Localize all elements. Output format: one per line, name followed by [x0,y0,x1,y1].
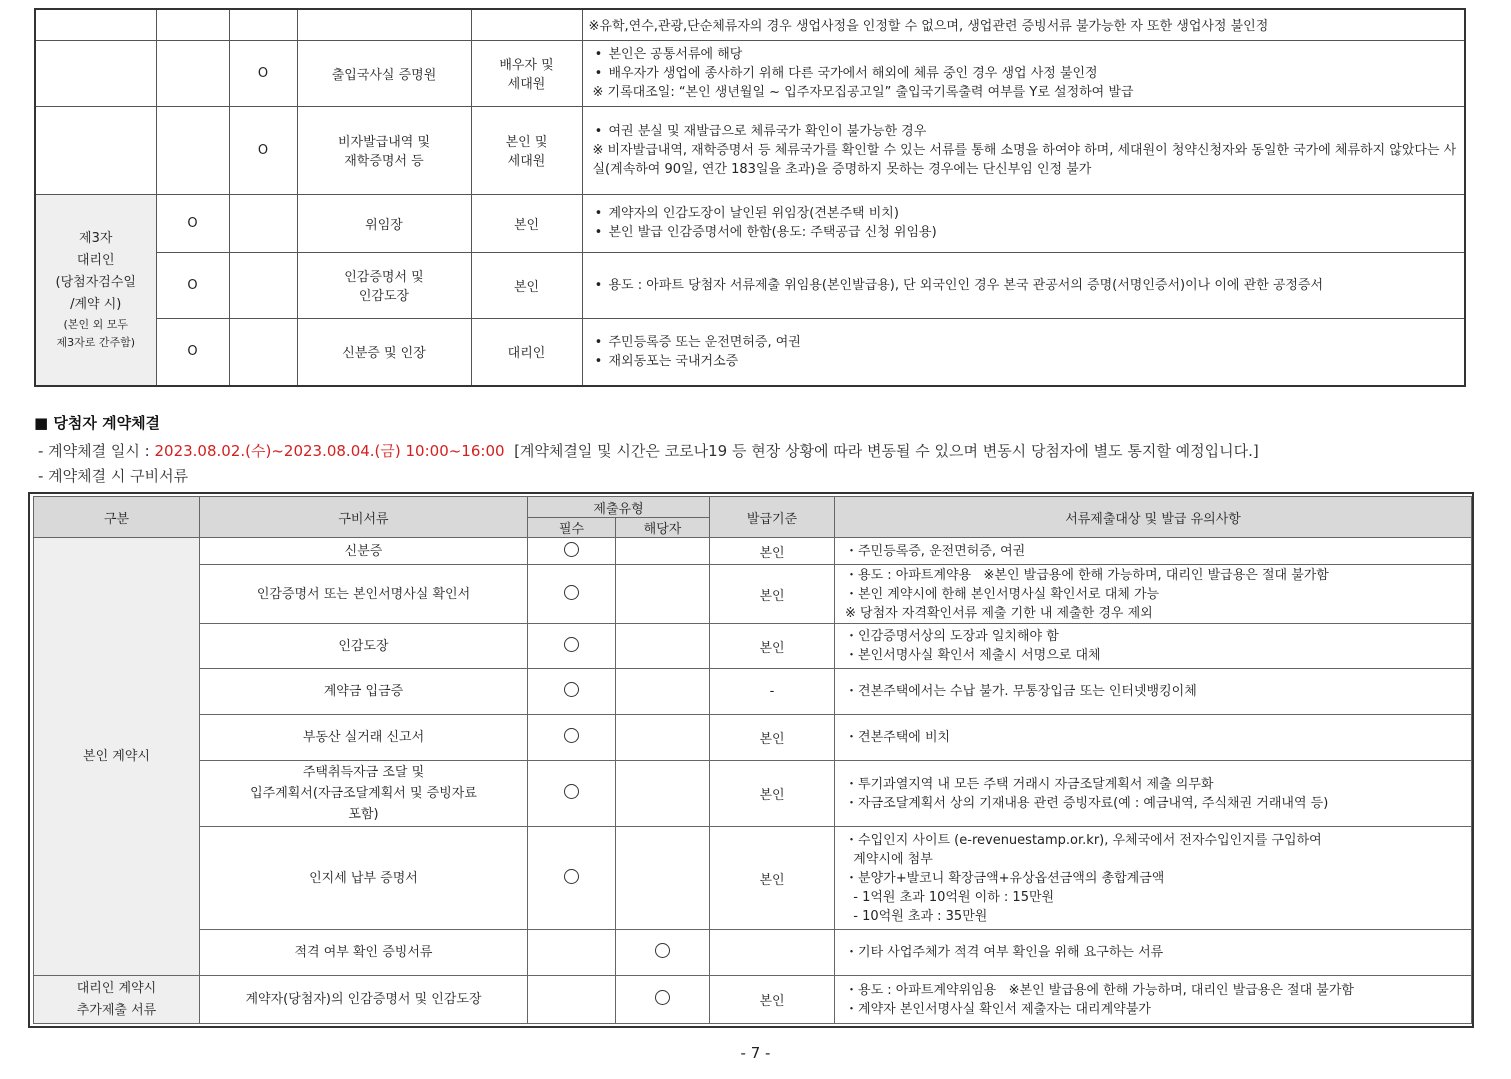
issuer-cell: 본인 [710,827,835,930]
notes-cell [835,624,1472,669]
notes-cell [835,976,1472,1024]
note-line: ・기타 사업주체가 적격 여부 확인을 위해 요구하는 서류 [845,945,1164,960]
issuer-cell: 본인 [471,252,582,318]
circle-mark-icon [655,943,670,958]
header-issuer: 발급기준 [710,497,835,538]
table-row [34,761,1472,827]
contract-docs-table [33,496,1472,1024]
table-row [34,976,1472,1024]
mark-cell: O [156,194,229,252]
required-cell [528,761,616,827]
note-line: • 본인 발급 인감증명서에 한함(용도: 주택공급 신청 위임용) [589,223,1459,242]
notes-cell [582,194,1465,252]
table-row [34,715,1472,761]
group-cell: 본인 계약시 [34,538,200,976]
circle-mark-icon [564,728,579,743]
group-label: 제3자 대리인 (당첨자검수일 /계약 시) [55,230,136,312]
doc-cell: 인감도장 [200,624,528,669]
group-cell-third-party [35,194,156,386]
note-line: ・본인 계약시에 한해 본인서명사실 확인서로 대체 가능 [845,586,1160,602]
note-line: • 배우자가 생업에 종사하기 위해 다른 국가에서 해외에 체류 중인 경우 생업 사정 불인정 [589,64,1459,83]
applicable-cell [616,565,710,624]
notes-cell [835,930,1472,976]
note-line: • 용도 : 아파트 당첨자 서류제출 위임용(본인발급용), 단 외국인인 경우 본국 관공서의 증명(서명인증서)이나 이에 관한 공정증서 [589,276,1459,295]
table-row [35,252,1465,318]
contract-date-value: 2023.08.02.(수)~2023.08.04.(금) 10:00~16:00 [154,442,505,460]
required-cell [528,565,616,624]
notes-cell [835,565,1472,624]
note-line: ・본인서명사실 확인서 제출시 서명으로 대체 [845,648,1101,663]
required-cell [528,827,616,930]
required-docs-line: - 계약체결 시 구비서류 [38,467,189,485]
notes-cell [835,761,1472,827]
applicable-cell [616,715,710,761]
required-cell [528,669,616,715]
doc-cell: 인감증명서 또는 본인서명사실 확인서 [200,565,528,624]
mark-cell: O [229,106,297,194]
page-number: - 7 - [740,1044,771,1062]
doc-cell: 출입국사실 증명원 [297,40,471,106]
issuer-cell: 본인 [710,715,835,761]
required-cell [528,538,616,565]
required-cell [528,976,616,1024]
circle-mark-icon [564,869,579,884]
required-cell [528,715,616,761]
issuer-cell: 본인 [710,976,835,1024]
note-line: ・견본주택에 비치 [845,730,951,745]
applicable-cell [616,930,710,976]
header-required: 필수 [528,518,616,538]
issuer-cell [710,930,835,976]
note-line: ・계약자 본인서명사실 확인서 제출자는 대리계약불가 [845,1001,1151,1017]
notes-cell [582,318,1465,386]
table-row [35,106,1465,194]
applicable-cell [616,761,710,827]
notes-cell [835,669,1472,715]
issuer-cell: 본인 [710,565,835,624]
circle-mark-icon [564,637,579,652]
issuer-cell: 본인 [710,761,835,827]
contract-date-line [38,440,1259,461]
table-row [34,930,1472,976]
applicable-cell [616,624,710,669]
circle-mark-icon [564,682,579,697]
doc-cell: 비자발급내역 및 재학증명서 등 [297,106,471,194]
note-line: ・용도 : 아파트계약용 ※본인 발급용에 한해 가능하며, 대리인 발급용은 절대 불가함 [845,567,1329,583]
note-line: - 1억원 초과 10억원 이하 : 15만원 [845,889,1055,905]
doc-cell: 신분증 [200,538,528,565]
notes-cell [582,40,1465,106]
note-line: ・수입인지 사이트 (e-revenuestamp.or.kr), 우체국에서 전자수입인지를 구입하여 [845,832,1322,848]
note-line: ・견본주택에서는 수납 불가. 무통장입금 또는 인터넷뱅킹이체 [845,684,1197,699]
mark-cell: O [156,252,229,318]
applicable-cell [616,669,710,715]
note-line: ・용도 : 아파트계약위임용 ※본인 발급용에 한해 가능하며, 대리인 발급용은 절대 불가함 [845,982,1354,998]
doc-cell: 인지세 납부 증명서 [200,827,528,930]
note-line: • 여권 분실 및 재발급으로 체류국가 확인이 불가능한 경우 [589,122,1459,141]
note-line: - 10억원 초과 : 35만원 [845,908,988,924]
note-line: • 주민등록증 또는 운전면허증, 여권 [589,333,1459,352]
issuer-cell: 본인 [710,538,835,565]
header-notes: 서류제출대상 및 발급 유의사항 [835,497,1472,538]
contract-date-note: [계약체결일 및 시간은 코로나19 등 현장 상황에 따라 변동될 수 있으며 변동시 당첨자에 별도 통지할 예정입니다.] [504,442,1259,460]
required-cell [528,624,616,669]
group-cell: 대리인 계약시 추가제출 서류 [34,976,200,1024]
doc-cell: 신분증 및 인장 [297,318,471,386]
mark-cell: O [229,40,297,106]
table-row [34,624,1472,669]
table-row [35,318,1465,386]
note-line: ・주민등록증, 운전면허증, 여권 [845,543,1026,559]
doc-cell: 계약자(당첨자)의 인감증명서 및 인감도장 [200,976,528,1024]
doc-cell: 위임장 [297,194,471,252]
doc-cell: 부동산 실거래 신고서 [200,715,528,761]
circle-mark-icon [564,542,579,557]
doc-cell: 주택취득자금 조달 및 입주계획서(자금조달계획서 및 증빙자료 포함) [200,761,528,827]
circle-mark-icon [655,990,670,1005]
note-line: 계약시에 첨부 [845,851,933,867]
notes-cell [582,252,1465,318]
issuer-cell: 대리인 [471,318,582,386]
table-row [34,827,1472,930]
note-line: ・인감증명서상의 도장과 일치해야 함 [845,629,1059,644]
notes-cell [835,715,1472,761]
notes-cell [835,538,1472,565]
note-cell: ※유학,연수,관광,단순체류자의 경우 생업사정을 인정할 수 없으며, 생업관련 증빙서류 불가능한 자 또한 생업사정 불인정 [582,9,1465,40]
notes-cell [582,106,1465,194]
table-row [35,194,1465,252]
note-line: ※ 당첨자 자격확인서류 제출 기한 내 제출한 경우 제외 [845,605,1153,621]
header-category: 구분 [34,497,200,538]
section-title: ■ 당첨자 계약체결 [34,414,161,432]
group-sublabel: (본인 외 모두 제3자로 간주함) [56,317,136,349]
contract-date-prefix: - 계약체결 일시 : [38,442,155,460]
issuer-cell: 배우자 및 세대원 [471,40,582,106]
note-line: • 계약자의 인감도장이 날인된 위임장(견본주택 비치) [589,204,1459,223]
doc-cell: 인감증명서 및 인감도장 [297,252,471,318]
note-line: ※ 기록대조일: “본인 생년월일 ~ 입주자모집공고일” 출입국기록출력 여부를 Y로 설정하여 발급 [592,84,1134,100]
doc-cell: 계약금 입금증 [200,669,528,715]
note-line: ・분양가+발코니 확장금액+유상옵션금액의 총합계금액 [845,870,1165,886]
note-line: ・자금조달계획서 상의 기재내용 관련 증빙자료(예 : 예금내역, 주식채권 거래내역 등) [845,795,1329,811]
eligibility-docs-table [34,8,1466,387]
issuer-cell: - [710,669,835,715]
table-row [34,538,1472,565]
header-document: 구비서류 [200,497,528,538]
header-applicable: 해당자 [616,518,710,538]
note-line: • 본인은 공통서류에 해당 [589,45,1459,64]
note-line: ・투기과열지역 내 모든 주택 거래시 자금조달계획서 제출 의무화 [845,776,1214,792]
required-cell [528,930,616,976]
header-submit-type: 제출유형 [528,497,710,518]
mark-cell: O [156,318,229,386]
header-row [34,497,1472,518]
applicable-cell [616,976,710,1024]
applicable-cell [616,827,710,930]
note-line: ※ 비자발급내역, 재학증명서 등 체류국가를 확인할 수 있는 서류를 통해 소명을 하여야 하며, 세대원이 청약신청자와 동일한 국가에 체류하지 않았다는 사실(계속하여 90일, 연간 183일을 초과)을 증명하지 못하는 경우에는 단신부임 인정 불가 [592,142,1457,177]
circle-mark-icon [564,585,579,600]
circle-mark-icon [564,784,579,799]
note-line: • 재외동포는 국내거소증 [589,352,1459,371]
table-row [34,565,1472,624]
table-row [35,40,1465,106]
issuer-cell: 본인 [471,194,582,252]
table-row [34,669,1472,715]
issuer-cell: 본인 및 세대원 [471,106,582,194]
applicable-cell [616,538,710,565]
table-row [35,9,1465,40]
issuer-cell: 본인 [710,624,835,669]
notes-cell [835,827,1472,930]
doc-cell: 적격 여부 확인 증빙서류 [200,930,528,976]
